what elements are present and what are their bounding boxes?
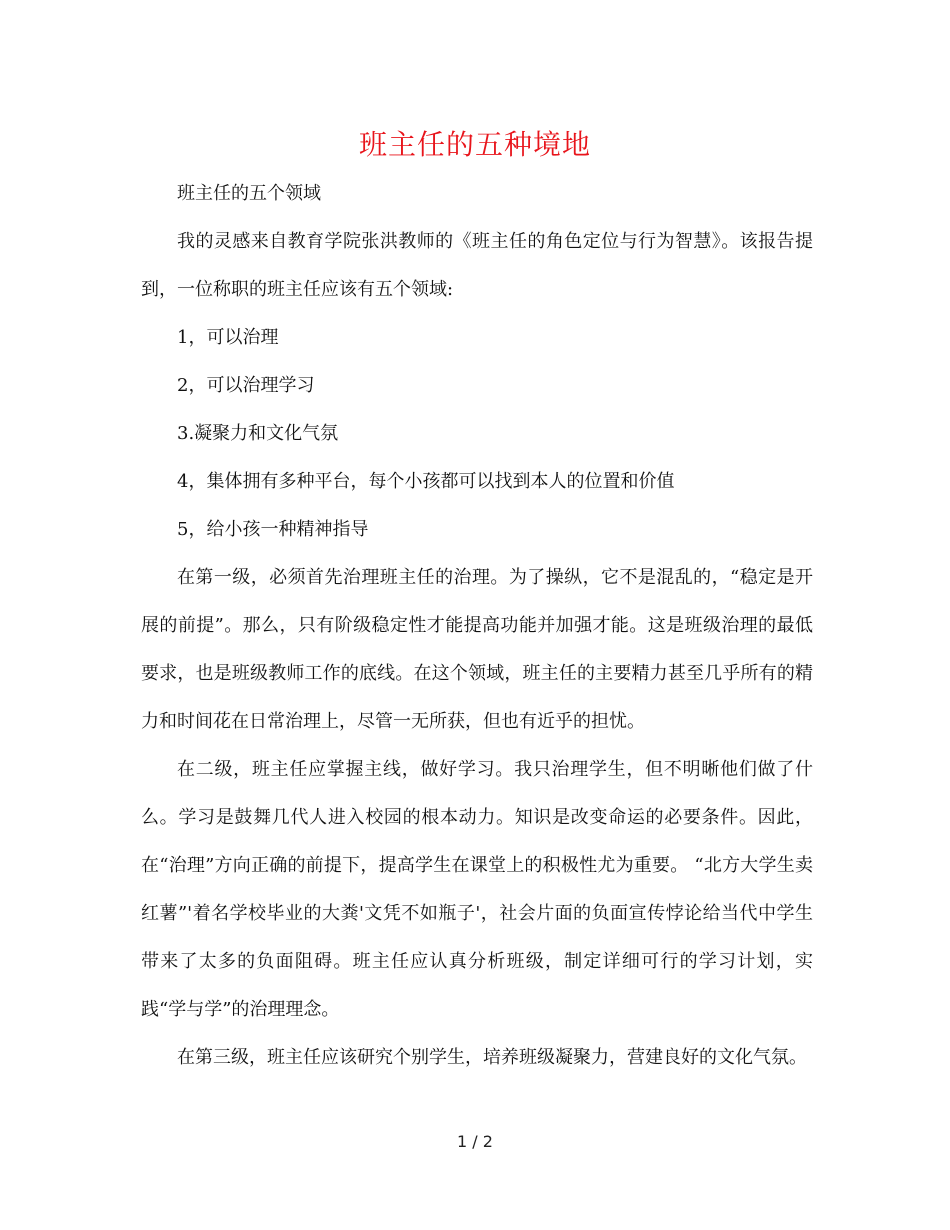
page-number: 1 / 2 <box>457 1132 493 1151</box>
list-item: 2，可以治理学习 <box>177 375 315 396</box>
list-item: 4，集体拥有多种平台，每个小孩都可以找到本人的位置和价值 <box>177 471 675 492</box>
paragraph: 在第一级，必须首先治理班主任的治理。为了操纵，它不是混乱的，“稳定是开展的前提”。那么，只有阶级稳定性才能提高功能并加强才能。这是班级治理的最低要求，也是班级教师工作的底线。在这个领域，班主任的主要精力甚至几乎所有的精力和时间花在日常治理上，尽管一无所获，但也有近乎的担忧。 <box>141 567 813 732</box>
document-body <box>141 170 813 1082</box>
list-item: 1，可以治理 <box>177 327 279 348</box>
paragraph: 我的灵感来自教育学院张洪教师的《班主任的角色定位与行为智慧》。该报告提到，一位称职的班主任应该有五个领域: <box>141 231 813 300</box>
list-item: 5，给小孩一种精神指导 <box>177 519 369 540</box>
list-item: 3.凝聚力和文化气氛 <box>177 423 339 444</box>
paragraph: 在第三级，班主任应该研究个别学生，培养班级凝聚力，营建良好的文化气氛。 <box>177 1047 807 1068</box>
document-title: 班主任的五种境地 <box>358 128 591 161</box>
paragraph: 在二级，班主任应掌握主线，做好学习。我只治理学生，但不明晰他们做了什么。学习是鼓舞几代人进入校园的根本动力。知识是改变命运的必要条件。因此，在“治理”方向正确的前提下，提高学生在课堂上的积极性尤为重要。 “北方大学生卖红薯”'着名学校毕业的大粪'文凭不如瓶子'，社会片面的负面宣传悖论给当代中学生带来了太多的负面阻碍。班主任应认真分析班级，制定详细可行的学习计划，实践“学与学”的治理理念。 <box>141 759 813 1020</box>
paragraph: 班主任的五个领域 <box>177 183 321 204</box>
